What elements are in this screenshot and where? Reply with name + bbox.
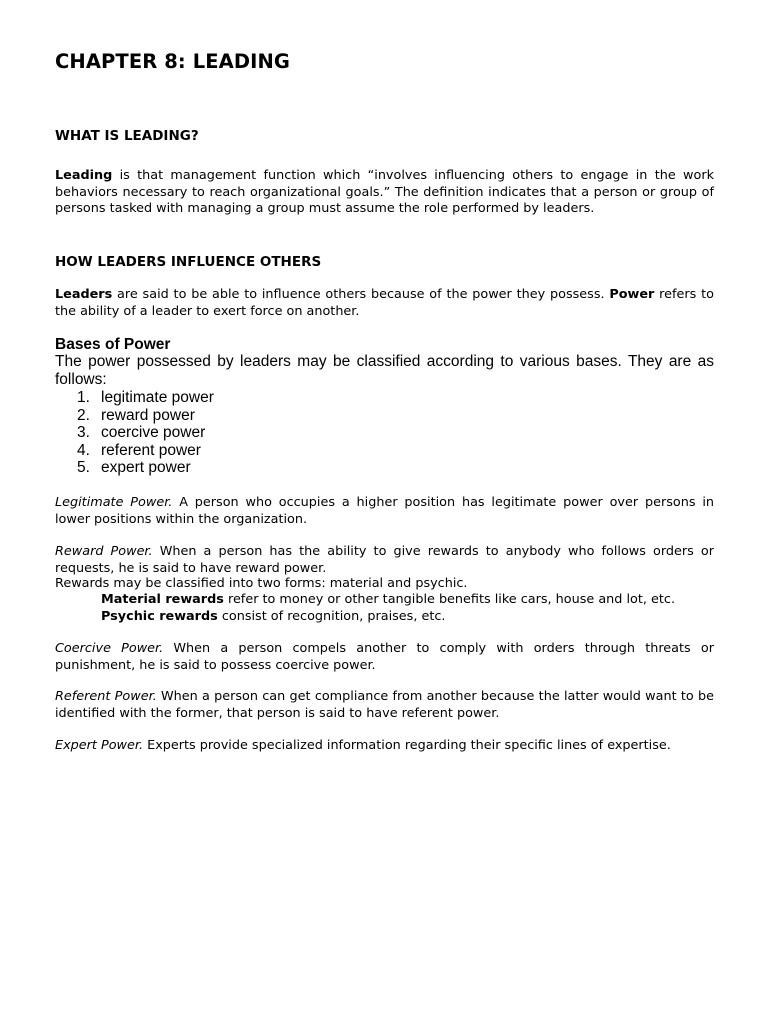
- psychic-rewards-line: [101, 609, 445, 626]
- list-item-label: reward power: [101, 406, 195, 424]
- list-item: [55, 389, 214, 407]
- list-item-number: 3.: [77, 424, 90, 442]
- list-item-number: 1.: [77, 389, 90, 406]
- leading-definition-text: is that management function which “involves influencing others to engage in the work behaviors necessary to reach organizational goals.” The definition indicates that a person or group of persons tasked with managing a group must assume the role performed by leaders.: [55, 168, 714, 216]
- legitimate-power-paragraph: [55, 495, 714, 528]
- list-item: [55, 424, 214, 442]
- list-item-number: 2.: [77, 406, 90, 424]
- list-item-number: 4.: [77, 441, 90, 459]
- leaders-text: are said to be able to influence others because of the power they possess.: [112, 287, 610, 302]
- reward-power-paragraph: [55, 544, 714, 577]
- material-rewards-text: refer to money or other tangible benefits like cars, house and lot, etc.: [223, 592, 676, 607]
- psychic-rewards-text: consist of recognition, praises, etc.: [217, 609, 446, 624]
- power-text: refers to the ability of a leader to exert force on another.: [55, 287, 714, 319]
- list-item: [55, 407, 214, 425]
- section-heading-how-leaders-influence: HOW LEADERS INFLUENCE OTHERS: [55, 254, 322, 270]
- material-rewards-term: Material rewards: [101, 592, 224, 607]
- psychic-rewards-term: Psychic rewards: [101, 609, 218, 624]
- leading-definition-paragraph: [55, 168, 714, 218]
- material-rewards-line: [101, 592, 675, 609]
- list-item-label: legitimate power: [101, 389, 214, 406]
- legitimate-power-term: Legitimate Power.: [55, 495, 173, 510]
- list-item: [55, 459, 214, 477]
- leading-term: Leading: [55, 168, 113, 183]
- expert-power-text: Experts provide specialized information regarding their specific lines of expertise.: [143, 738, 671, 753]
- referent-power-paragraph: [55, 689, 714, 722]
- list-item-label: referent power: [101, 441, 201, 459]
- legitimate-power-text: A person who occupies a higher position has legitimate power over persons in lower positions within the organization.: [55, 495, 714, 527]
- chapter-title: CHAPTER 8: LEADING: [55, 50, 291, 73]
- reward-power-text: When a person has the ability to give rewards to anybody who follows orders or requests, he is said to have reward power.: [55, 544, 714, 576]
- expert-power-paragraph: [55, 738, 714, 755]
- power-term: Power: [609, 287, 655, 302]
- leaders-power-paragraph: [55, 287, 714, 320]
- referent-power-text: When a person can get compliance from another because the latter would want to be identified with the former, that person is said to have referent power.: [55, 689, 714, 721]
- leaders-term: Leaders: [55, 287, 113, 302]
- list-item-label: coercive power: [101, 424, 206, 442]
- coercive-power-text: When a person compels another to comply with orders through threats or punishment, he is said to possess coercive power.: [55, 641, 714, 673]
- coercive-power-paragraph: [55, 641, 714, 674]
- expert-power-term: Expert Power.: [55, 738, 144, 753]
- reward-forms-line: Rewards may be classified into two forms: material and psychic.: [55, 576, 468, 591]
- section-heading-what-is-leading: WHAT IS LEADING?: [55, 128, 199, 144]
- referent-power-term: Referent Power.: [55, 689, 157, 704]
- list-item: [55, 442, 214, 460]
- bases-of-power-list: [55, 389, 214, 477]
- list-item-number: 5.: [77, 459, 90, 477]
- bases-intro-paragraph: The power possessed by leaders may be classified according to various bases. They are as follows:: [55, 353, 714, 388]
- coercive-power-term: Coercive Power.: [55, 641, 164, 656]
- bases-of-power-heading: Bases of Power: [55, 336, 171, 353]
- list-item-label: expert power: [101, 459, 191, 477]
- reward-power-term: Reward Power.: [55, 544, 153, 559]
